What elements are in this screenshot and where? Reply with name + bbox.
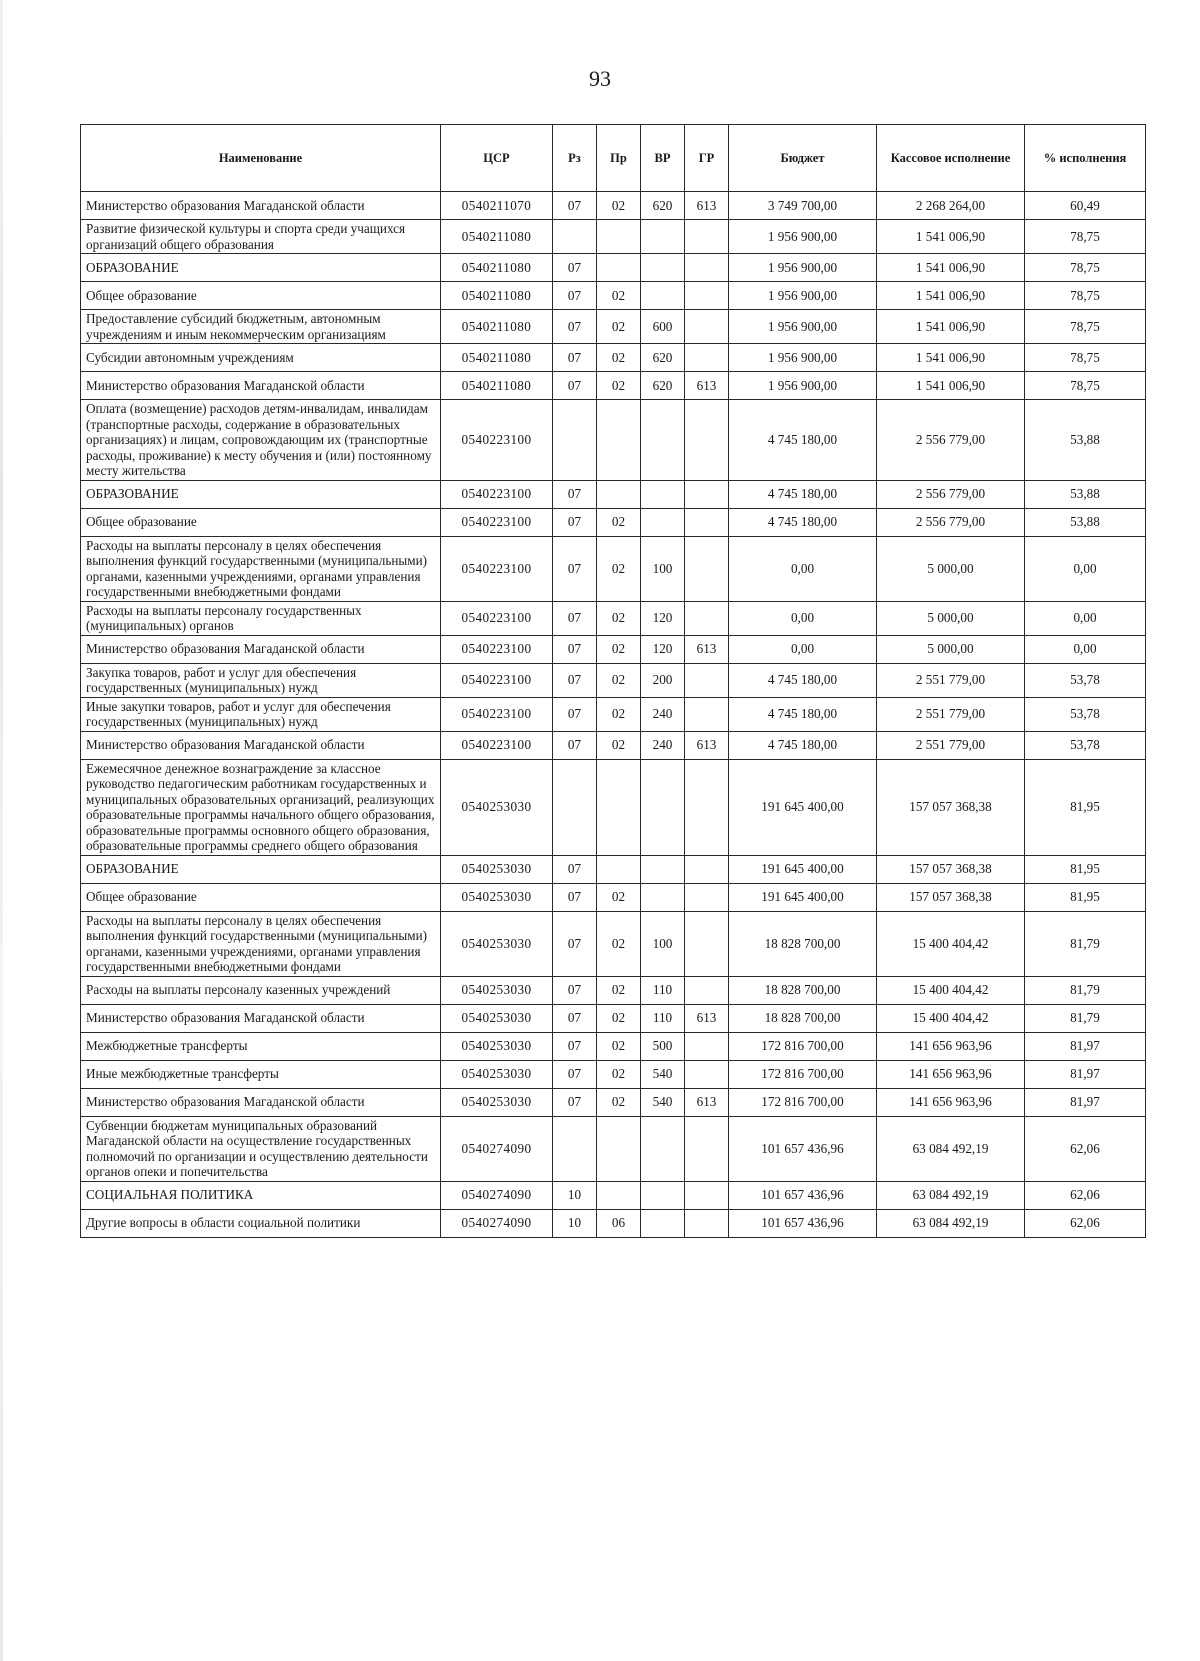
cell-rz: 07 [553,282,597,310]
cell-vr: 100 [641,536,685,601]
cell-percent-execution: 0,00 [1025,601,1146,635]
cell-pr: 02 [597,344,641,372]
cell-budget: 191 645 400,00 [729,855,877,883]
cell-vr: 620 [641,344,685,372]
cell-csr: 0540211080 [441,282,553,310]
cell-rz: 10 [553,1209,597,1237]
scan-edge-shadow [0,0,3,1661]
cell-cash-execution: 2 556 779,00 [877,400,1025,481]
cell-vr [641,1116,685,1181]
cell-name: СОЦИАЛЬНАЯ ПОЛИТИКА [81,1181,441,1209]
cell-rz: 07 [553,1060,597,1088]
cell-csr: 0540211080 [441,310,553,344]
cell-gr: 613 [685,731,729,759]
cell-rz: 07 [553,508,597,536]
cell-vr [641,254,685,282]
cell-rz: 07 [553,1032,597,1060]
table-row [81,1060,1146,1088]
cell-gr: 613 [685,372,729,400]
cell-pr [597,1116,641,1181]
cell-budget: 0,00 [729,536,877,601]
cell-name: Общее образование [81,282,441,310]
cell-percent-execution: 81,97 [1025,1032,1146,1060]
table-row [81,697,1146,731]
cell-gr [685,601,729,635]
cell-pr [597,759,641,855]
cell-gr [685,1209,729,1237]
cell-rz [553,220,597,254]
cell-vr [641,1181,685,1209]
cell-percent-execution: 53,78 [1025,697,1146,731]
cell-gr: 613 [685,635,729,663]
cell-name: Оплата (возмещение) расходов детям-инвалидам, инвалидам (транспортные расходы, содержание в образовательных организациях) и лицам, сопровождающим их (транспортные расходы, проживание) к месту обучения и (или) постоянному месту жительства [81,400,441,481]
cell-cash-execution: 63 084 492,19 [877,1181,1025,1209]
cell-rz: 07 [553,601,597,635]
cell-cash-execution: 63 084 492,19 [877,1116,1025,1181]
cell-budget: 101 657 436,96 [729,1209,877,1237]
table-row [81,855,1146,883]
cell-pr: 02 [597,372,641,400]
cell-percent-execution: 81,95 [1025,759,1146,855]
cell-csr: 0540211080 [441,344,553,372]
cell-pr: 02 [597,883,641,911]
cell-vr: 100 [641,911,685,976]
cell-cash-execution: 2 551 779,00 [877,697,1025,731]
table-row [81,663,1146,697]
cell-budget: 1 956 900,00 [729,220,877,254]
cell-rz: 07 [553,731,597,759]
cell-vr: 200 [641,663,685,697]
cell-percent-execution: 81,97 [1025,1088,1146,1116]
cell-gr: 613 [685,192,729,220]
cell-budget: 1 956 900,00 [729,282,877,310]
cell-name: Иные межбюджетные трансферты [81,1060,441,1088]
cell-rz: 07 [553,855,597,883]
cell-pr: 02 [597,1032,641,1060]
cell-budget: 1 956 900,00 [729,310,877,344]
cell-vr: 240 [641,697,685,731]
cell-csr: 0540274090 [441,1181,553,1209]
cell-cash-execution: 2 551 779,00 [877,731,1025,759]
cell-budget: 18 828 700,00 [729,1004,877,1032]
cell-name: ОБРАЗОВАНИЕ [81,254,441,282]
cell-vr [641,855,685,883]
header-name: Наименование [81,125,441,192]
cell-gr [685,883,729,911]
cell-csr: 0540211080 [441,254,553,282]
cell-cash-execution: 1 541 006,90 [877,372,1025,400]
cell-percent-execution: 0,00 [1025,635,1146,663]
cell-budget: 4 745 180,00 [729,663,877,697]
cell-csr: 0540253030 [441,1060,553,1088]
cell-vr [641,282,685,310]
cell-name: Министерство образования Магаданской области [81,192,441,220]
table-row [81,220,1146,254]
cell-gr [685,1060,729,1088]
cell-budget: 4 745 180,00 [729,697,877,731]
cell-name: Министерство образования Магаданской области [81,635,441,663]
header-vr: ВР [641,125,685,192]
cell-budget: 4 745 180,00 [729,731,877,759]
cell-vr: 120 [641,635,685,663]
cell-pr: 02 [597,663,641,697]
table-header [81,125,1146,192]
cell-cash-execution: 5 000,00 [877,536,1025,601]
cell-csr: 0540223100 [441,508,553,536]
cell-vr [641,1209,685,1237]
table-row [81,254,1146,282]
budget-execution-table [80,124,1146,1238]
cell-percent-execution: 53,78 [1025,663,1146,697]
cell-csr: 0540223100 [441,400,553,481]
cell-csr: 0540253030 [441,1032,553,1060]
cell-name: Ежемесячное денежное вознаграждение за классное руководство педагогическим работникам государственных и муниципальных образовательных организаций, реализующих образовательные программы начального общего образования, образовательные программы основного общего образования, образовательные программы среднего общего образования [81,759,441,855]
cell-gr [685,1032,729,1060]
cell-gr [685,911,729,976]
cell-gr [685,344,729,372]
cell-percent-execution: 53,88 [1025,400,1146,481]
cell-pr: 02 [597,1088,641,1116]
cell-csr: 0540223100 [441,480,553,508]
cell-cash-execution: 15 400 404,42 [877,1004,1025,1032]
cell-rz: 07 [553,480,597,508]
cell-vr: 600 [641,310,685,344]
cell-gr [685,759,729,855]
table-row [81,536,1146,601]
header-rz: Рз [553,125,597,192]
cell-percent-execution: 81,79 [1025,911,1146,976]
table-row [81,1181,1146,1209]
cell-cash-execution: 141 656 963,96 [877,1032,1025,1060]
cell-pr: 02 [597,536,641,601]
cell-cash-execution: 1 541 006,90 [877,344,1025,372]
cell-csr: 0540253030 [441,1004,553,1032]
cell-rz: 07 [553,344,597,372]
cell-cash-execution: 141 656 963,96 [877,1088,1025,1116]
cell-pr: 02 [597,1004,641,1032]
cell-pr: 02 [597,601,641,635]
cell-percent-execution: 62,06 [1025,1116,1146,1181]
cell-name: Иные закупки товаров, работ и услуг для обеспечения государственных (муниципальных) нужд [81,697,441,731]
cell-rz: 07 [553,697,597,731]
cell-rz: 07 [553,1088,597,1116]
cell-percent-execution: 78,75 [1025,372,1146,400]
cell-name: Закупка товаров, работ и услуг для обеспечения государственных (муниципальных) нужд [81,663,441,697]
cell-budget: 4 745 180,00 [729,400,877,481]
cell-rz [553,759,597,855]
cell-gr [685,663,729,697]
cell-name: Расходы на выплаты персоналу в целях обеспечения выполнения функций государственными (муниципальными) органами, казенными учреждениями, органами управления государственными внебюджетными фондами [81,536,441,601]
table-row [81,508,1146,536]
table-row [81,344,1146,372]
cell-vr: 240 [641,731,685,759]
cell-budget: 101 657 436,96 [729,1116,877,1181]
cell-cash-execution: 2 556 779,00 [877,480,1025,508]
cell-csr: 0540211070 [441,192,553,220]
cell-gr: 613 [685,1004,729,1032]
table-row [81,601,1146,635]
cell-vr: 620 [641,372,685,400]
cell-pr: 02 [597,192,641,220]
table-row [81,400,1146,481]
cell-cash-execution: 157 057 368,38 [877,883,1025,911]
cell-gr [685,697,729,731]
cell-name: Развитие физической культуры и спорта среди учащихся организаций общего образования [81,220,441,254]
cell-pr: 02 [597,282,641,310]
cell-percent-execution: 62,06 [1025,1209,1146,1237]
cell-gr [685,220,729,254]
cell-rz [553,1116,597,1181]
cell-rz: 07 [553,911,597,976]
cell-name: Предоставление субсидий бюджетным, автономным учреждениям и иным некоммерческим организациям [81,310,441,344]
cell-cash-execution: 1 541 006,90 [877,220,1025,254]
cell-cash-execution: 157 057 368,38 [877,855,1025,883]
cell-name: Министерство образования Магаданской области [81,1088,441,1116]
cell-vr [641,508,685,536]
cell-pr [597,1181,641,1209]
header-csr: ЦСР [441,125,553,192]
cell-cash-execution: 1 541 006,90 [877,310,1025,344]
table-row [81,759,1146,855]
table-row [81,883,1146,911]
cell-csr: 0540223100 [441,697,553,731]
cell-pr: 02 [597,697,641,731]
cell-cash-execution: 157 057 368,38 [877,759,1025,855]
header-budget: Бюджет [729,125,877,192]
cell-budget: 172 816 700,00 [729,1088,877,1116]
cell-pr [597,400,641,481]
cell-name: Субвенции бюджетам муниципальных образований Магаданской области на осуществление государственных полномочий по организации и осуществлению деятельности органов опеки и попечительства [81,1116,441,1181]
cell-csr: 0540253030 [441,883,553,911]
table-row [81,911,1146,976]
cell-pr [597,480,641,508]
cell-vr [641,400,685,481]
cell-percent-execution: 0,00 [1025,536,1146,601]
cell-csr: 0540274090 [441,1116,553,1181]
cell-cash-execution: 1 541 006,90 [877,254,1025,282]
cell-budget: 4 745 180,00 [729,508,877,536]
cell-csr: 0540223100 [441,731,553,759]
cell-budget: 0,00 [729,601,877,635]
cell-vr: 540 [641,1060,685,1088]
cell-percent-execution: 62,06 [1025,1181,1146,1209]
cell-percent-execution: 78,75 [1025,344,1146,372]
cell-csr: 0540253030 [441,759,553,855]
cell-rz: 07 [553,536,597,601]
cell-csr: 0540253030 [441,855,553,883]
cell-gr [685,400,729,481]
cell-percent-execution: 81,79 [1025,976,1146,1004]
cell-budget: 4 745 180,00 [729,480,877,508]
cell-rz: 07 [553,310,597,344]
cell-vr: 500 [641,1032,685,1060]
cell-gr: 613 [685,1088,729,1116]
cell-csr: 0540253030 [441,976,553,1004]
cell-vr [641,220,685,254]
cell-name: Другие вопросы в области социальной политики [81,1209,441,1237]
cell-csr: 0540223100 [441,536,553,601]
cell-rz: 07 [553,1004,597,1032]
header-percent-execution: % исполнения [1025,125,1146,192]
cell-pr: 06 [597,1209,641,1237]
cell-vr: 110 [641,1004,685,1032]
cell-cash-execution: 2 556 779,00 [877,508,1025,536]
cell-percent-execution: 78,75 [1025,282,1146,310]
cell-rz: 07 [553,372,597,400]
cell-budget: 1 956 900,00 [729,254,877,282]
cell-vr: 540 [641,1088,685,1116]
cell-budget: 0,00 [729,635,877,663]
cell-percent-execution: 53,88 [1025,480,1146,508]
table-row [81,1032,1146,1060]
cell-percent-execution: 60,49 [1025,192,1146,220]
cell-pr [597,254,641,282]
cell-name: Субсидии автономным учреждениям [81,344,441,372]
cell-vr [641,759,685,855]
cell-cash-execution: 141 656 963,96 [877,1060,1025,1088]
cell-budget: 172 816 700,00 [729,1060,877,1088]
cell-name: Общее образование [81,883,441,911]
cell-pr [597,220,641,254]
cell-rz: 07 [553,635,597,663]
cell-gr [685,282,729,310]
cell-cash-execution: 5 000,00 [877,601,1025,635]
cell-name: ОБРАЗОВАНИЕ [81,480,441,508]
table-row [81,1209,1146,1237]
cell-cash-execution: 15 400 404,42 [877,976,1025,1004]
cell-pr: 02 [597,635,641,663]
table-row [81,282,1146,310]
cell-budget: 191 645 400,00 [729,883,877,911]
cell-rz: 07 [553,883,597,911]
cell-gr [685,1116,729,1181]
cell-vr: 620 [641,192,685,220]
cell-pr: 02 [597,310,641,344]
cell-vr: 120 [641,601,685,635]
page-number: 93 [589,66,611,91]
cell-budget: 1 956 900,00 [729,344,877,372]
cell-cash-execution: 2 268 264,00 [877,192,1025,220]
cell-csr: 0540211080 [441,220,553,254]
cell-budget: 1 956 900,00 [729,372,877,400]
cell-pr: 02 [597,911,641,976]
cell-rz [553,400,597,481]
cell-percent-execution: 81,95 [1025,883,1146,911]
cell-percent-execution: 78,75 [1025,310,1146,344]
cell-rz: 07 [553,254,597,282]
header-row [81,125,1146,192]
table-row [81,731,1146,759]
cell-gr [685,310,729,344]
cell-percent-execution: 81,79 [1025,1004,1146,1032]
cell-budget: 18 828 700,00 [729,976,877,1004]
table-row [81,480,1146,508]
header-pr: Пр [597,125,641,192]
cell-name: Расходы на выплаты персоналу казенных учреждений [81,976,441,1004]
table-row [81,372,1146,400]
cell-vr: 110 [641,976,685,1004]
cell-percent-execution: 78,75 [1025,254,1146,282]
table-row [81,1004,1146,1032]
cell-gr [685,254,729,282]
cell-pr [597,855,641,883]
cell-percent-execution: 53,88 [1025,508,1146,536]
cell-vr [641,480,685,508]
cell-budget: 18 828 700,00 [729,911,877,976]
cell-rz: 07 [553,663,597,697]
table-row [81,976,1146,1004]
cell-name: Общее образование [81,508,441,536]
cell-name: Министерство образования Магаданской области [81,1004,441,1032]
cell-budget: 101 657 436,96 [729,1181,877,1209]
cell-name: ОБРАЗОВАНИЕ [81,855,441,883]
cell-name: Министерство образования Магаданской области [81,731,441,759]
table-body [81,192,1146,1238]
cell-percent-execution: 78,75 [1025,220,1146,254]
cell-csr: 0540253030 [441,1088,553,1116]
cell-csr: 0540223100 [441,663,553,697]
cell-gr [685,1181,729,1209]
cell-name: Расходы на выплаты персоналу государственных (муниципальных) органов [81,601,441,635]
cell-cash-execution: 1 541 006,90 [877,282,1025,310]
cell-pr: 02 [597,976,641,1004]
cell-budget: 3 749 700,00 [729,192,877,220]
cell-budget: 172 816 700,00 [729,1032,877,1060]
cell-percent-execution: 81,95 [1025,855,1146,883]
cell-rz: 10 [553,1181,597,1209]
cell-gr [685,508,729,536]
table-row [81,192,1146,220]
cell-csr: 0540253030 [441,911,553,976]
table-row [81,310,1146,344]
cell-cash-execution: 5 000,00 [877,635,1025,663]
cell-pr: 02 [597,1060,641,1088]
header-gr: ГР [685,125,729,192]
cell-pr: 02 [597,731,641,759]
cell-name: Расходы на выплаты персоналу в целях обеспечения выполнения функций государственными (муниципальными) органами, казенными учреждениями, органами управления государственными внебюджетными фондами [81,911,441,976]
cell-name: Межбюджетные трансферты [81,1032,441,1060]
cell-pr: 02 [597,508,641,536]
cell-csr: 0540223100 [441,635,553,663]
cell-gr [685,480,729,508]
table-row [81,1116,1146,1181]
cell-gr [685,976,729,1004]
cell-gr [685,855,729,883]
cell-vr [641,883,685,911]
cell-budget: 191 645 400,00 [729,759,877,855]
cell-csr: 0540223100 [441,601,553,635]
table-row [81,1088,1146,1116]
cell-rz: 07 [553,192,597,220]
cell-csr: 0540211080 [441,372,553,400]
cell-rz: 07 [553,976,597,1004]
table-row [81,635,1146,663]
cell-cash-execution: 63 084 492,19 [877,1209,1025,1237]
cell-name: Министерство образования Магаданской области [81,372,441,400]
cell-gr [685,536,729,601]
cell-cash-execution: 2 551 779,00 [877,663,1025,697]
cell-cash-execution: 15 400 404,42 [877,911,1025,976]
header-cash-execution: Кассовое исполнение [877,125,1025,192]
cell-percent-execution: 81,97 [1025,1060,1146,1088]
cell-percent-execution: 53,78 [1025,731,1146,759]
cell-csr: 0540274090 [441,1209,553,1237]
